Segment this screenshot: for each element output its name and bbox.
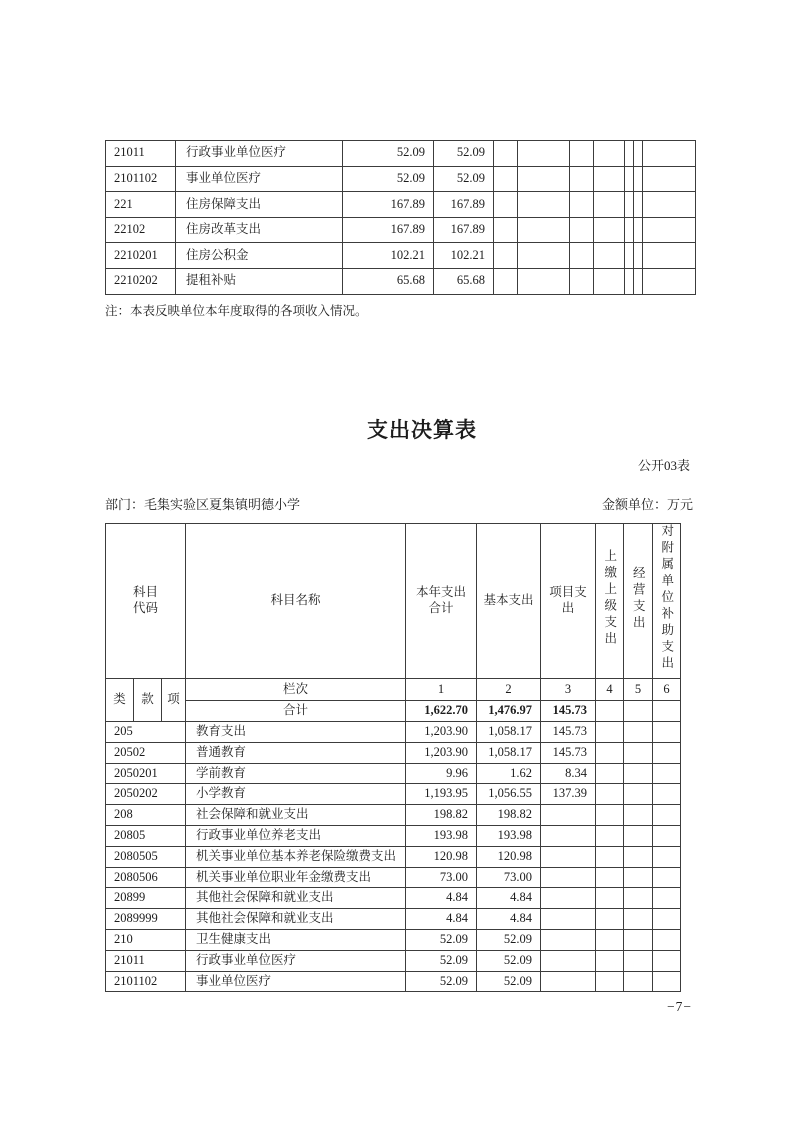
project-cell (541, 929, 596, 950)
subject-code-cell: 2101102 (106, 971, 186, 992)
empty-cell (653, 763, 681, 784)
subject-name-cell: 行政事业单位医疗 (176, 141, 343, 167)
col-number: 3 (541, 679, 596, 701)
col-number: 4 (596, 679, 624, 701)
income-row (106, 192, 696, 218)
project-cell (541, 867, 596, 888)
empty-cell (570, 166, 594, 192)
empty-cell (594, 243, 625, 269)
empty-cell (624, 929, 653, 950)
subject-code-cell: 20805 (106, 825, 186, 846)
basic-cell: 1,058.17 (477, 722, 541, 743)
empty-cell (653, 701, 681, 722)
lanci-label: 栏次 (186, 679, 406, 701)
empty-cell (634, 192, 643, 218)
subject-name-cell: 住房保障支出 (176, 192, 343, 218)
empty-cell (594, 268, 625, 294)
col-header-subject-name: 科目名称 (186, 524, 406, 679)
empty-cell (596, 742, 624, 763)
basic-cell: 193.98 (477, 825, 541, 846)
empty-cell (494, 268, 518, 294)
expenditure-row (106, 805, 681, 826)
col-number: 1 (406, 679, 477, 701)
col-header-section: 款 (134, 679, 162, 722)
empty-cell (643, 166, 696, 192)
total-cell: 52.09 (406, 929, 477, 950)
total-cell: 73.00 (406, 867, 477, 888)
empty-cell (653, 971, 681, 992)
basic-cell: 52.09 (477, 971, 541, 992)
basic-cell: 1,058.17 (477, 742, 541, 763)
total-cell: 1,193.95 (406, 784, 477, 805)
project-cell: 137.39 (541, 784, 596, 805)
fiscal-income-cell: 102.21 (434, 243, 494, 269)
project-cell: 145.73 (541, 701, 596, 722)
expenditure-row (106, 784, 681, 805)
col-header-subsidy: 对附属单位补助支出 (653, 524, 681, 679)
empty-cell (624, 971, 653, 992)
empty-cell (643, 243, 696, 269)
empty-cell (625, 141, 634, 167)
fiscal-income-cell: 167.89 (434, 217, 494, 243)
subject-code-cell: 2210201 (106, 243, 176, 269)
basic-cell: 4.84 (477, 888, 541, 909)
expenditure-table-wrap (105, 523, 681, 992)
col-header-operating: 经营支出 (624, 524, 653, 679)
expenditure-row (106, 846, 681, 867)
subject-code-cell: 2101102 (106, 166, 176, 192)
empty-cell (594, 166, 625, 192)
col-header-subject-code: 科目代码 (106, 524, 186, 679)
empty-cell (518, 243, 570, 269)
subject-name-cell: 其他社会保障和就业支出 (186, 909, 406, 930)
header-row (106, 524, 681, 679)
empty-cell (624, 763, 653, 784)
empty-cell (653, 742, 681, 763)
empty-cell (624, 846, 653, 867)
unit-label: 金额单位：万元 (601, 497, 693, 512)
project-cell (541, 805, 596, 826)
col-header-year-total: 本年支出合计 (406, 524, 477, 679)
income-table-continuation (105, 140, 696, 295)
income-table (105, 140, 696, 295)
subject-name-cell: 普通教育 (186, 742, 406, 763)
subject-name-cell: 卫生健康支出 (186, 929, 406, 950)
page-number: −7− (667, 999, 692, 1014)
empty-cell (596, 784, 624, 805)
fiscal-income-cell: 52.09 (434, 141, 494, 167)
total-cell: 4.84 (406, 909, 477, 930)
empty-cell (570, 217, 594, 243)
col-number: 2 (477, 679, 541, 701)
empty-cell (596, 763, 624, 784)
department-label: 部门：毛集实验区夏集镇明德小学 (105, 497, 301, 512)
fiscal-income-cell: 52.09 (434, 166, 494, 192)
project-cell (541, 950, 596, 971)
expenditure-row (106, 950, 681, 971)
subject-name-cell: 小学教育 (186, 784, 406, 805)
empty-cell (570, 268, 594, 294)
basic-cell: 198.82 (477, 805, 541, 826)
subject-name-cell: 社会保障和就业支出 (186, 805, 406, 826)
subject-code-cell: 210 (106, 929, 186, 950)
expenditure-table (105, 523, 681, 992)
subject-code-cell: 205 (106, 722, 186, 743)
expenditure-row (106, 867, 681, 888)
subject-code-cell: 208 (106, 805, 186, 826)
expenditure-row (106, 722, 681, 743)
subject-name-cell: 机关事业单位职业年金缴费支出 (186, 867, 406, 888)
empty-cell (625, 243, 634, 269)
empty-cell (624, 701, 653, 722)
subject-name-cell: 其他社会保障和就业支出 (186, 888, 406, 909)
basic-cell: 52.09 (477, 929, 541, 950)
empty-cell (624, 825, 653, 846)
project-cell: 8.34 (541, 763, 596, 784)
col-number: 6 (653, 679, 681, 701)
empty-cell (653, 846, 681, 867)
empty-cell (634, 243, 643, 269)
empty-cell (518, 141, 570, 167)
project-cell (541, 909, 596, 930)
subject-name-cell: 行政事业单位养老支出 (186, 825, 406, 846)
subject-name-cell: 提租补贴 (176, 268, 343, 294)
basic-cell: 1,056.55 (477, 784, 541, 805)
empty-cell (653, 950, 681, 971)
empty-cell (624, 805, 653, 826)
subject-code-cell: 20899 (106, 888, 186, 909)
empty-cell (518, 166, 570, 192)
empty-cell (634, 217, 643, 243)
expenditure-row (106, 909, 681, 930)
empty-cell (494, 192, 518, 218)
income-row (106, 141, 696, 167)
empty-cell (624, 867, 653, 888)
empty-cell (634, 166, 643, 192)
empty-cell (653, 888, 681, 909)
empty-cell (570, 141, 594, 167)
empty-cell (596, 950, 624, 971)
page-title: 支出决算表 (367, 419, 477, 442)
empty-cell (625, 268, 634, 294)
empty-cell (570, 243, 594, 269)
col-header-item: 项 (162, 679, 186, 722)
total-income-cell: 167.89 (343, 217, 434, 243)
expenditure-row (106, 929, 681, 950)
empty-cell (596, 722, 624, 743)
income-row (106, 217, 696, 243)
empty-cell (653, 784, 681, 805)
empty-cell (570, 192, 594, 218)
subject-name-cell: 住房改革支出 (176, 217, 343, 243)
subject-name-cell: 机关事业单位基本养老保险缴费支出 (186, 846, 406, 867)
column-index-row (106, 679, 681, 701)
subject-code-cell: 2080505 (106, 846, 186, 867)
subject-code-cell: 2089999 (106, 909, 186, 930)
project-cell (541, 846, 596, 867)
expenditure-row (106, 888, 681, 909)
empty-cell (596, 929, 624, 950)
basic-cell: 120.98 (477, 846, 541, 867)
subject-name-cell: 住房公积金 (176, 243, 343, 269)
empty-cell (634, 268, 643, 294)
empty-cell (643, 268, 696, 294)
empty-cell (653, 805, 681, 826)
subject-code-cell: 20502 (106, 742, 186, 763)
subject-code-cell: 21011 (106, 950, 186, 971)
project-cell (541, 971, 596, 992)
total-cell: 9.96 (406, 763, 477, 784)
project-cell (541, 888, 596, 909)
subject-name-cell: 事业单位医疗 (176, 166, 343, 192)
subject-name-cell: 事业单位医疗 (186, 971, 406, 992)
total-cell: 198.82 (406, 805, 477, 826)
col-header-project: 项目支出 (541, 524, 596, 679)
subject-name-cell: 学前教育 (186, 763, 406, 784)
project-cell (541, 825, 596, 846)
empty-cell (625, 166, 634, 192)
empty-cell (596, 867, 624, 888)
total-income-cell: 65.68 (343, 268, 434, 294)
col-header-basic: 基本支出 (477, 524, 541, 679)
total-label: 合计 (186, 701, 406, 722)
empty-cell (653, 909, 681, 930)
empty-cell (596, 971, 624, 992)
fiscal-income-cell: 167.89 (434, 192, 494, 218)
basic-cell: 1.62 (477, 763, 541, 784)
expenditure-row (106, 825, 681, 846)
empty-cell (653, 867, 681, 888)
empty-cell (634, 141, 643, 167)
empty-cell (653, 722, 681, 743)
empty-cell (596, 805, 624, 826)
basic-cell: 1,476.97 (477, 701, 541, 722)
empty-cell (624, 742, 653, 763)
empty-cell (494, 217, 518, 243)
empty-cell (653, 929, 681, 950)
empty-cell (625, 192, 634, 218)
empty-cell (594, 217, 625, 243)
empty-cell (624, 888, 653, 909)
empty-cell (624, 722, 653, 743)
table-code-label: 公开03表 (637, 458, 690, 473)
subject-code-cell: 221 (106, 192, 176, 218)
total-income-cell: 52.09 (343, 141, 434, 167)
total-cell: 1,203.90 (406, 742, 477, 763)
empty-cell (596, 846, 624, 867)
total-cell: 1,203.90 (406, 722, 477, 743)
empty-cell (596, 909, 624, 930)
empty-cell (594, 192, 625, 218)
subject-code-cell: 2080506 (106, 867, 186, 888)
total-cell: 1,622.70 (406, 701, 477, 722)
subject-code-cell: 2210202 (106, 268, 176, 294)
total-income-cell: 167.89 (343, 192, 434, 218)
subject-code-cell: 21011 (106, 141, 176, 167)
empty-cell (494, 166, 518, 192)
empty-cell (518, 192, 570, 218)
col-header-upper-level: 上缴上级支出 (596, 524, 624, 679)
subject-code-cell: 2050201 (106, 763, 186, 784)
empty-cell (494, 141, 518, 167)
grand-total-row (106, 701, 681, 722)
empty-cell (594, 141, 625, 167)
subject-name-cell: 教育支出 (186, 722, 406, 743)
empty-cell (625, 217, 634, 243)
basic-cell: 4.84 (477, 909, 541, 930)
basic-cell: 73.00 (477, 867, 541, 888)
empty-cell (624, 784, 653, 805)
total-cell: 52.09 (406, 971, 477, 992)
empty-cell (494, 243, 518, 269)
empty-cell (643, 192, 696, 218)
basic-cell: 52.09 (477, 950, 541, 971)
empty-cell (643, 217, 696, 243)
expenditure-row (106, 742, 681, 763)
income-row (106, 166, 696, 192)
total-cell: 120.98 (406, 846, 477, 867)
income-row (106, 243, 696, 269)
total-cell: 4.84 (406, 888, 477, 909)
fiscal-income-cell: 65.68 (434, 268, 494, 294)
table-note: 注：本表反映单位本年度取得的各项收入情况。 (105, 304, 368, 318)
col-number: 5 (624, 679, 653, 701)
total-income-cell: 102.21 (343, 243, 434, 269)
empty-cell (596, 825, 624, 846)
empty-cell (518, 217, 570, 243)
expenditure-row (106, 971, 681, 992)
total-cell: 193.98 (406, 825, 477, 846)
subject-code-cell: 22102 (106, 217, 176, 243)
empty-cell (518, 268, 570, 294)
empty-cell (596, 701, 624, 722)
empty-cell (596, 888, 624, 909)
empty-cell (624, 950, 653, 971)
project-cell: 145.73 (541, 742, 596, 763)
project-cell: 145.73 (541, 722, 596, 743)
expenditure-row (106, 763, 681, 784)
col-header-class: 类 (106, 679, 134, 722)
subject-name-cell: 行政事业单位医疗 (186, 950, 406, 971)
total-income-cell: 52.09 (343, 166, 434, 192)
income-row (106, 268, 696, 294)
empty-cell (624, 909, 653, 930)
empty-cell (643, 141, 696, 167)
subject-code-cell: 2050202 (106, 784, 186, 805)
empty-cell (653, 825, 681, 846)
total-cell: 52.09 (406, 950, 477, 971)
